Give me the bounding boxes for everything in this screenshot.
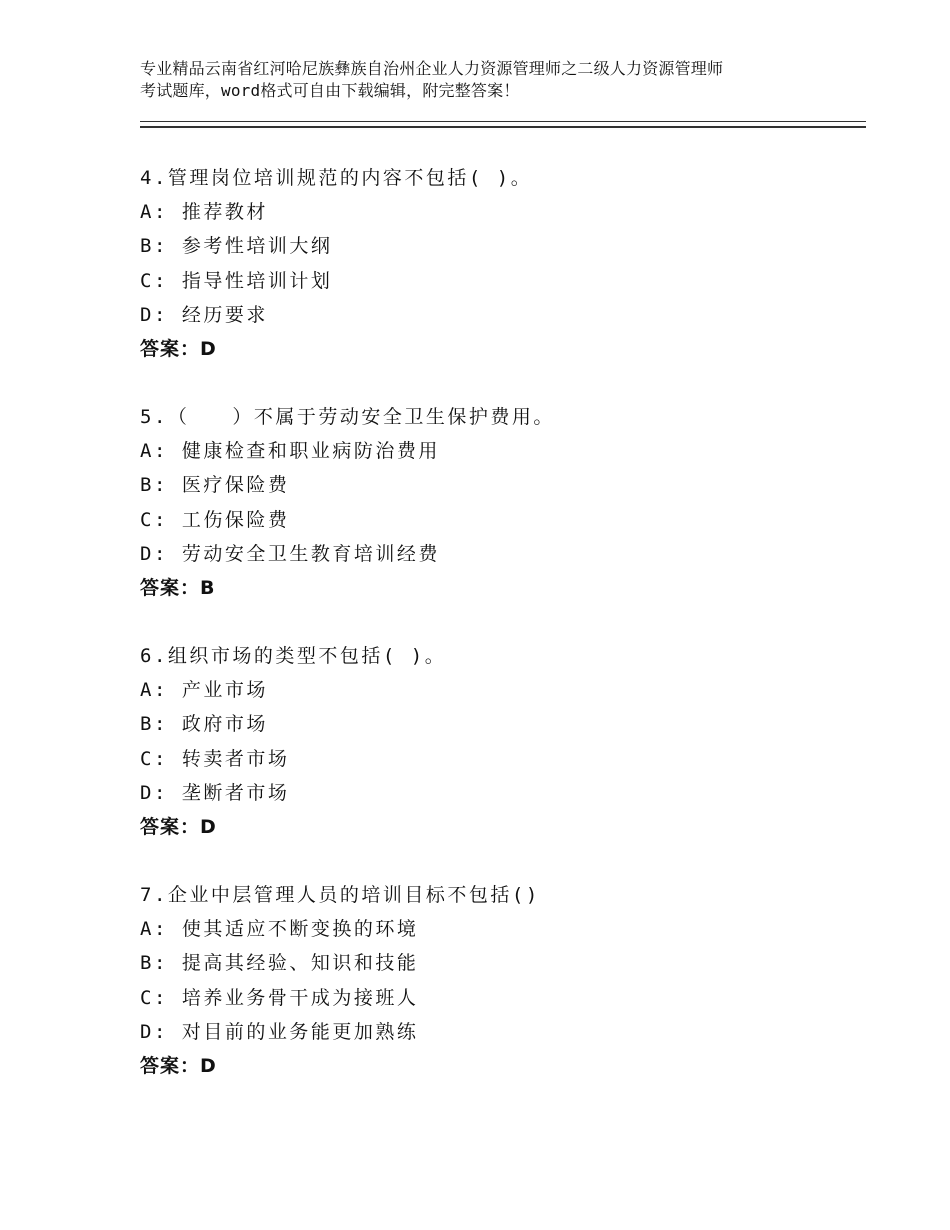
question-stem: 4.管理岗位培训规范的内容不包括( )。 [140, 167, 533, 189]
option-c: C: 工伤保险费 [140, 508, 290, 531]
option-c: C: 培养业务骨干成为接班人 [140, 986, 419, 1009]
header-divider [140, 121, 866, 128]
header-title-line-2: 考试题库，word格式可自由下载编辑，附完整答案！ [140, 81, 520, 100]
option-a: A: 健康检查和职业病防治费用 [140, 440, 440, 463]
option-a: A: 产业市场 [140, 679, 268, 702]
header-title-line-1: 专业精品云南省红河哈尼族彝族自治州企业人力资源管理师之二级人力资源管理师 [140, 59, 724, 78]
answer-label: 答案：D [140, 1054, 217, 1077]
option-a: A: 推荐教材 [140, 201, 268, 224]
question-block [140, 161, 840, 366]
question-stem: 5.（ ）不属于劳动安全卫生保护费用。 [140, 406, 555, 428]
option-c: C: 转卖者市场 [140, 747, 290, 770]
question-block [140, 400, 840, 605]
option-b: B: 医疗保险费 [140, 474, 290, 497]
option-d: D: 对目前的业务能更加熟练 [140, 1020, 419, 1043]
option-d: D: 垄断者市场 [140, 781, 290, 804]
option-b: B: 提高其经验、知识和技能 [140, 952, 419, 975]
question-stem: 7.企业中层管理人员的培训目标不包括() [140, 884, 540, 906]
option-c: C: 指导性培训计划 [140, 269, 333, 292]
option-d: D: 经历要求 [140, 303, 268, 326]
option-a: A: 使其适应不断变换的环境 [140, 918, 419, 941]
option-b: B: 政府市场 [140, 713, 268, 736]
document-header [140, 58, 830, 102]
question-block [140, 639, 840, 844]
question-stem: 6.组织市场的类型不包括( )。 [140, 645, 447, 667]
answer-label: 答案：D [140, 337, 217, 360]
question-block [140, 878, 840, 1083]
option-b: B: 参考性培训大纲 [140, 235, 333, 258]
answer-label: 答案：D [140, 815, 217, 838]
option-d: D: 劳动安全卫生教育培训经费 [140, 542, 440, 565]
answer-label: 答案：B [140, 576, 216, 599]
